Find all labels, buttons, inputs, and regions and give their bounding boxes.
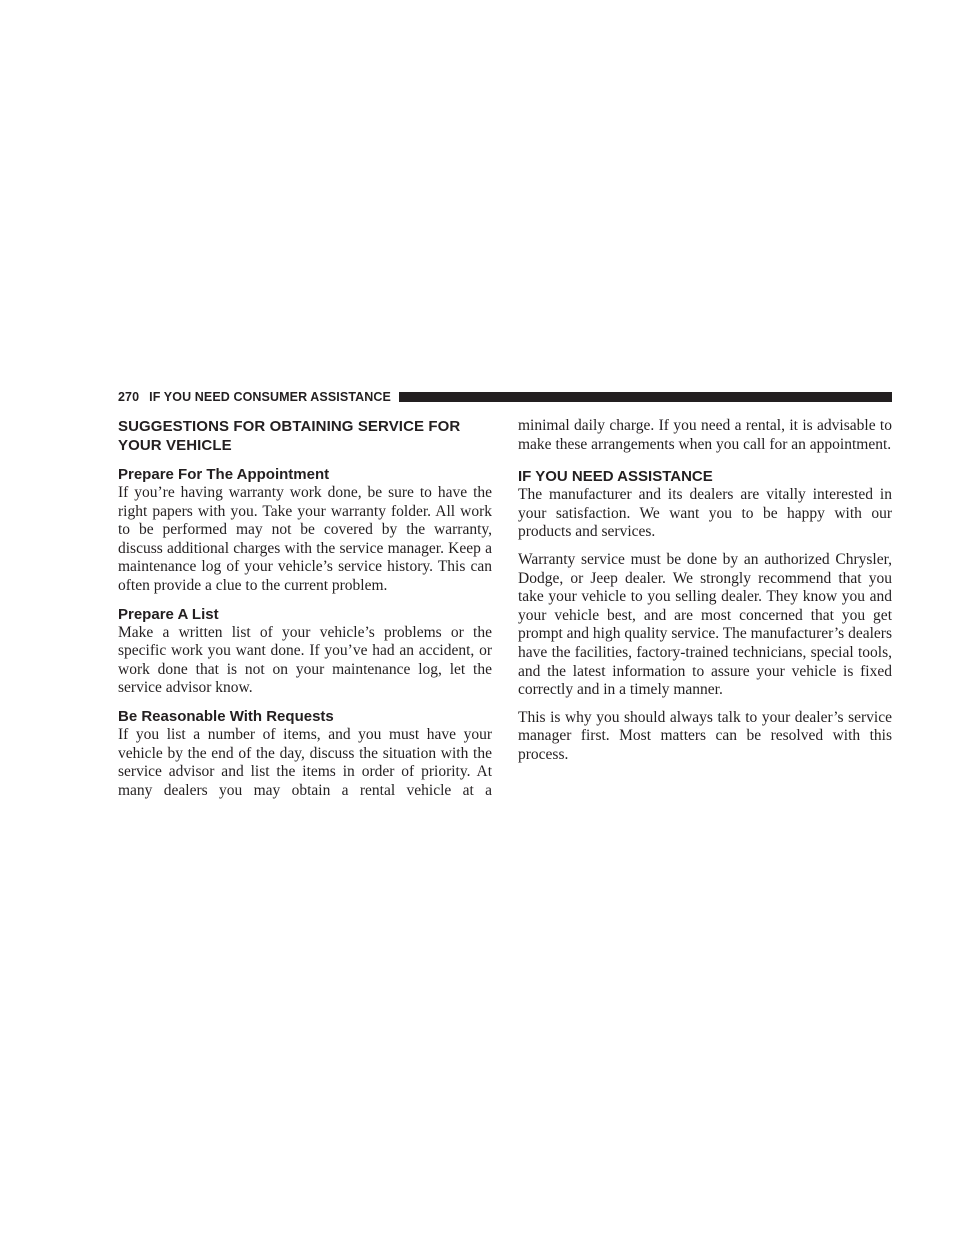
paragraph-reasonable-requests: If you list a number of items, and you must have your vehicle by the end of the day, discuss the situation with the service advisor and list the items in order of priority. At many dealers you may obtain a rental vehicle at a	[118, 725, 492, 799]
section-prepare-list	[118, 605, 492, 698]
paragraph-prepare-list: Make a written list of your vehicle’s problems or the specific work you want done. If you’ve had an accident, or work done that is not on your maintenance log, let the service advisor know.	[118, 623, 492, 697]
paragraph-assistance-2: Warranty service must be done by an authorized Chrysler, Dodge, or Jeep dealer. We strongly recommend that you take your vehicle to you selling dealer. They know you and your vehicle best, and are most concerned that you get prompt and high quality service. The manufacturer’s dealers have the facilities, factory-trained technicians, special tools, and the latest information to assure your vehicle is fixed correctly and in a timely manner.	[518, 550, 892, 699]
right-column	[518, 417, 892, 774]
sub-heading-prepare-appointment: Prepare For The Appointment	[118, 466, 330, 483]
left-column	[118, 417, 492, 809]
heading-if-you-need-assistance: IF YOU NEED ASSISTANCE	[518, 468, 713, 486]
sub-heading-reasonable-requests: Be Reasonable With Requests	[118, 707, 334, 725]
section-reasonable-requests	[118, 707, 492, 800]
running-section-title: IF YOU NEED CONSUMER ASSISTANCE	[149, 390, 391, 404]
section-prepare-appointment	[118, 465, 492, 596]
paragraph-rental-continuation: minimal daily charge. If you need a rental, it is advisable to make these arrangements when you call for an appointment.	[518, 417, 892, 453]
page-header	[118, 389, 892, 405]
main-heading: SUGGESTIONS FOR OBTAINING SERVICE FOR YOUR VEHICLE	[118, 418, 461, 454]
header-rule-bar	[399, 392, 892, 402]
paragraph-assistance-1: The manufacturer and its dealers are vitally interested in your satisfaction. We want you to be happy with our products and services.	[518, 486, 892, 541]
sub-heading-prepare-list: Prepare A List	[118, 605, 219, 623]
paragraph-prepare-appointment: If you’re having warranty work done, be sure to have the right papers with you. Take your warranty folder. All work to be performed may not be covered by the warranty, discuss additional charges with the service manager. Keep a maintenance log of your vehicle’s service history. This can often provide a clue to the current problem.	[118, 484, 492, 594]
page-number: 270	[118, 390, 140, 404]
paragraph-assistance-3: This is why you should always talk to your dealer’s service manager first. Most matters can be resolved with this process.	[518, 708, 892, 763]
